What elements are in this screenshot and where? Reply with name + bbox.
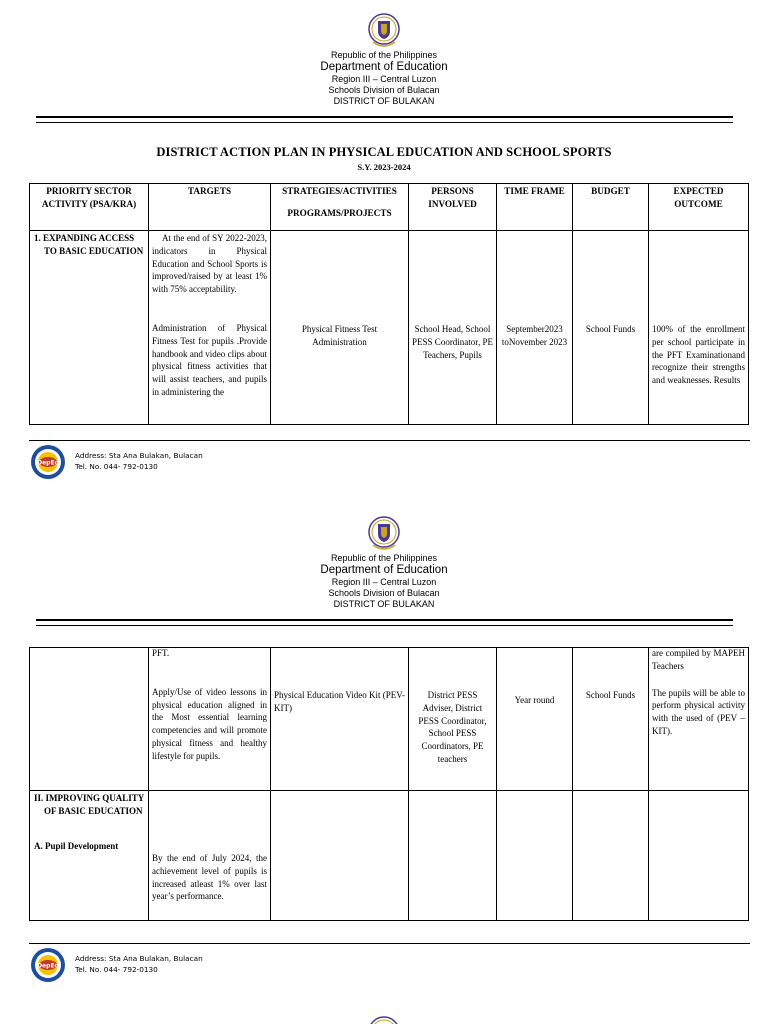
target-text: By the end of July 2024, the achievement level of pupils is increased atleast 1% over last year’s performance.: [152, 853, 267, 902]
deped-logo-icon: [30, 947, 66, 983]
cell-timeframe: [497, 648, 573, 791]
header-strategies-line2: PROGRAMS/PROJECTS: [287, 207, 392, 218]
persons-text: District PESS Adviser, District PESS Coordinator, School PESS Coordinators, PE teachers: [418, 690, 487, 764]
deped-seal-icon: [367, 12, 401, 50]
cell-empty: [573, 791, 649, 921]
header-targets: TARGETS: [149, 184, 271, 231]
deped-seal-icon: [367, 515, 401, 553]
department-text: Department of Education: [320, 61, 448, 73]
region-text: Region III – Central Luzon: [331, 74, 437, 84]
table-row: [30, 791, 749, 921]
action-plan-table-continued: [29, 647, 749, 921]
subpriority-text: A. Pupil Development: [34, 840, 119, 851]
table-row: [30, 231, 749, 425]
cell-priority: [30, 791, 149, 921]
deped-logo-icon: [30, 444, 66, 480]
division-text: Schools Division of Bulacan: [328, 85, 440, 95]
cell-empty: [271, 791, 409, 921]
budget-text: School Funds: [585, 690, 636, 700]
footer-address-block: [75, 450, 203, 472]
outcome-text: The pupils will be able to perform physical activity with the used of (PEV – KIT).: [652, 687, 745, 736]
header-outcome: EXPECTED OUTCOME: [649, 184, 749, 231]
table-header-row: [30, 184, 749, 231]
cell-priority: [30, 231, 149, 425]
document-page-2: [0, 503, 768, 1003]
priority-text: II. IMPROVING QUALITY OF BASIC EDUCATION: [34, 793, 144, 816]
strategy-text: Physical Education Video Kit (PEV-KIT): [274, 690, 405, 713]
document-title: DISTRICT ACTION PLAN IN PHYSICAL EDUCATION AND SCHOOL SPORTS: [156, 145, 612, 159]
header-divider: [36, 619, 733, 626]
letterhead: [0, 50, 768, 107]
cell-targets: [149, 648, 271, 791]
target-a-text: At the end of SY 2022-2023, indicators in Physical Education and School Sports is improved/raised by at least 1% with 75% acceptability.: [152, 233, 267, 295]
header-persons: PERSONS INVOLVED: [409, 184, 497, 231]
district-text: DISTRICT OF BULAKAN: [333, 96, 435, 106]
cell-budget: [573, 648, 649, 791]
priority-text: 1. EXPANDING ACCESS TO BASIC EDUCATION: [34, 233, 144, 256]
cell-outcome: [649, 231, 749, 425]
division-text: Schools Division of Bulacan: [328, 588, 440, 598]
footer-tel: Tel. No. 044- 792-0130: [75, 462, 158, 471]
cell-strategy: [271, 648, 409, 791]
footer-address-block: [75, 953, 203, 975]
cell-persons: [409, 231, 497, 425]
cell-empty: [497, 791, 573, 921]
cell-budget: [573, 231, 649, 425]
republic-text: Republic of the Philippines: [330, 50, 438, 60]
header-strategies: [271, 184, 409, 231]
timeframe-text: September2023 toNovember 2023: [501, 324, 568, 347]
department-text: Department of Education: [320, 564, 448, 576]
logo-text: DepEd: [37, 459, 59, 467]
target-b-text: Administration of Physical Fitness Test for pupils .Provide handbook and video clips about physical fitness activities that will assist teachers, and pupils in administering the: [152, 322, 267, 397]
cell-empty: [649, 791, 749, 921]
outcome-cont-text: are compiled by MAPEH Teachers: [652, 648, 745, 671]
cell-targets: [149, 791, 271, 921]
footer-address: Address: Sta Ana Bulakan, Bulacan: [75, 451, 203, 460]
table-row: [30, 648, 749, 791]
target-text: Apply/Use of video lessons in physical education aligned in the Most essential learning competencies and will promote physical fitness and healthy lifestyle for pupils.: [152, 686, 267, 761]
target-cont-text: PFT.: [152, 648, 170, 658]
budget-text: School Funds: [585, 324, 636, 334]
document-page-3: [0, 1005, 768, 1024]
header-timeframe: TIME FRAME: [497, 184, 573, 231]
cell-strategy: [271, 231, 409, 425]
cell-outcome: [649, 648, 749, 791]
cell-timeframe: [497, 231, 573, 425]
strategy-text: Physical Fitness Test Administration: [301, 324, 378, 347]
header-divider: [36, 116, 733, 123]
logo-text: DepEd: [37, 962, 59, 970]
footer-tel: Tel. No. 044- 792-0130: [75, 965, 158, 974]
header-priority: PRIORITY SECTOR ACTIVITY (PSA/KRA): [30, 184, 149, 231]
republic-text: Republic of the Philippines: [330, 553, 438, 563]
header-budget: BUDGET: [573, 184, 649, 231]
district-text: DISTRICT OF BULAKAN: [333, 599, 435, 609]
timeframe-text: Year round: [514, 695, 555, 705]
document-page-1: [0, 0, 768, 500]
footer-divider: [29, 943, 750, 944]
deped-seal-icon: [367, 1015, 401, 1024]
header-strategies-line1: STRATEGIES/ACTIVITIES: [282, 186, 397, 196]
footer-divider: [29, 440, 750, 441]
cell-targets: [149, 231, 271, 425]
school-year: S.Y. 2023-2024: [357, 162, 411, 172]
cell-priority-empty: [30, 648, 149, 791]
outcome-text: 100% of the enrollment per school participate in the PFT Examinationand recognize their strengths and weaknesses. Results: [652, 324, 745, 386]
cell-persons: [409, 648, 497, 791]
footer-address: Address: Sta Ana Bulakan, Bulacan: [75, 954, 203, 963]
region-text: Region III – Central Luzon: [331, 577, 437, 587]
cell-empty: [409, 791, 497, 921]
action-plan-table: [29, 183, 749, 425]
letterhead: [0, 553, 768, 610]
persons-text: School Head, School PESS Coordinator, PE Teachers, Pupils: [412, 324, 493, 360]
